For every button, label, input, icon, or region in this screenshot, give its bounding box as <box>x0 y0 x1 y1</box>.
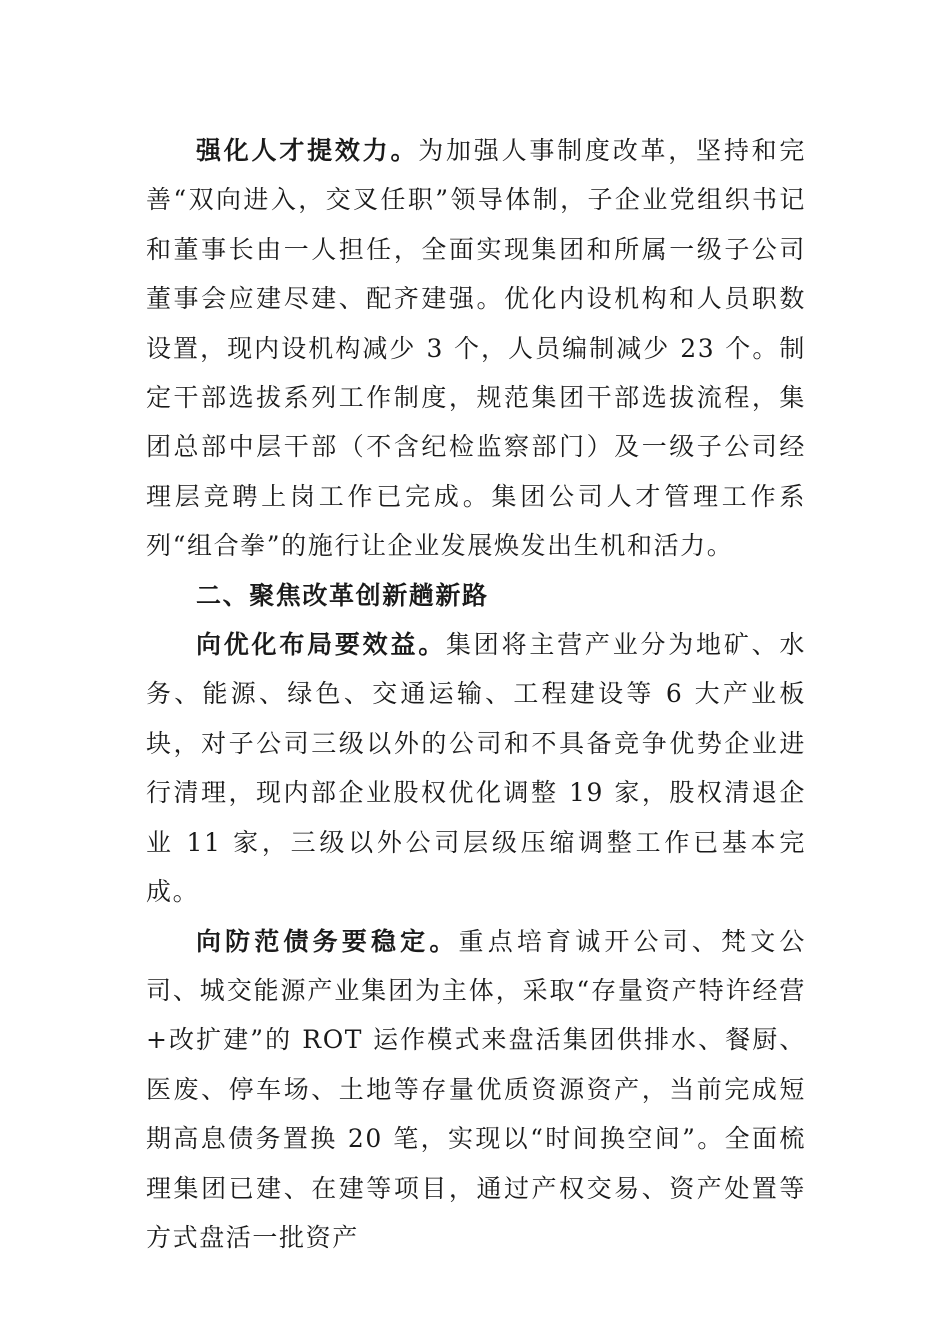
paragraph-body: 集团将主营产业分为地矿、水务、能源、绿色、交通运输、工程建设等 6 大产业板块，对子公司三级以外的公司和不具备竞争优势企业进行清理，现内部企业股权优化调整 19 家，股权清退企业 11 家，三级以外公司层级压缩调整工作已基本完成。 <box>146 630 806 907</box>
paragraph-talent <box>146 126 806 571</box>
paragraph-body: 重点培育诚开公司、梵文公司、城交能源产业集团为主体，采取“存量资产特许经营+改扩建”的 ROT 运作模式来盘活集团供排水、餐厨、医废、停车场、土地等存量优质资源资产，当前完成短期高息债务置换 20 笔，实现以“时间换空间”。全面梳理集团已建、在建等项目，通过产权交易、资产处置等方式盘活一批资产 <box>146 926 806 1252</box>
paragraph-body: 为加强人事制度改革，坚持和完善“双向进入，交叉任职”领导体制，子企业党组织书记和董事长由一人担任，全面实现集团和所属一级子公司董事会应建尽建、配齐建强。优化内设机构和人员职数设置，现内设机构减少 3 个，人员编制减少 23 个。制定干部选拔系列工作制度，规范集团干部选拔流程，集团总部中层干部（不含纪检监察部门）及一级子公司经理层竞聘上岗工作已完成。集团公司人才管理工作系列“组合拳”的施行让企业发展焕发出生机和活力。 <box>146 136 806 561</box>
paragraph-layout <box>146 620 806 916</box>
document-body <box>146 126 806 1262</box>
paragraph-lead: 强化人才提效力。 <box>196 136 419 165</box>
paragraph-debt <box>146 917 806 1263</box>
paragraph-lead: 向防范债务要稳定。 <box>196 926 459 956</box>
section-heading: 二、聚焦改革创新趟新路 <box>196 580 489 610</box>
paragraph-lead: 向优化布局要效益。 <box>196 630 447 660</box>
